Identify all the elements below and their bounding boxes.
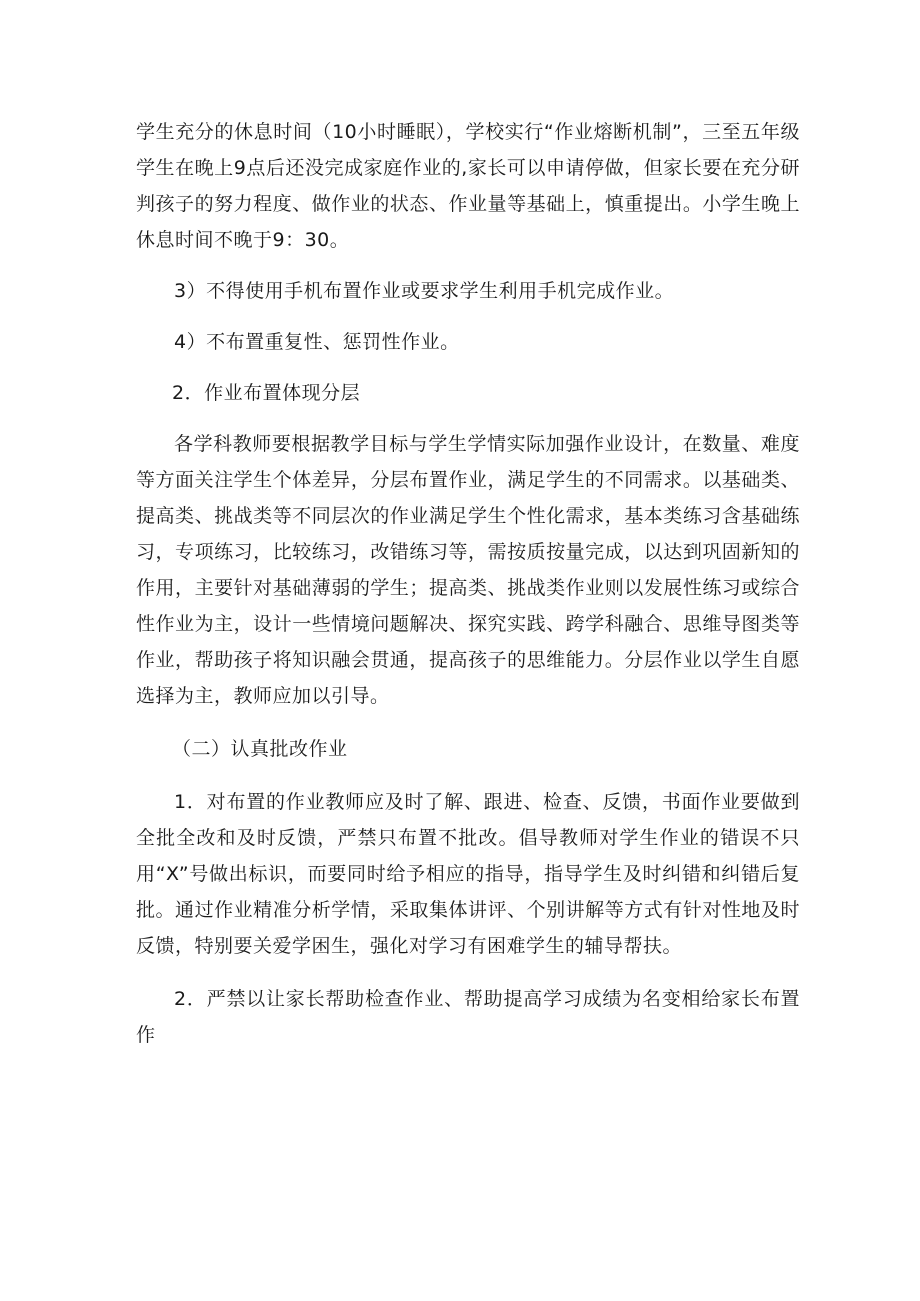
heading-layered-homework: 2．作业布置体现分层 (172, 382, 361, 404)
paragraph-no-phone: 3）不得使用手机布置作业或要求学生利用手机完成作业。 (174, 280, 675, 302)
paragraph-grading-1: 1．对布置的作业教师应及时了解、跟进、检查、反馈，书面作业要做到全批全改和及时反馈，严禁只布置不批改。倡导教师对学生作业的错误不只用“X”号做出标识，而要同时给予相应的指导，指导学生及时纠错和纠错后复批。通过作业精准分析学情，采取集体讲评、个别讲解等方式有针对性地及时反馈，特别要关爱学困生，强化对学习有困难学生的辅导帮扶。 (136, 791, 800, 957)
document-page (136, 114, 800, 1053)
paragraph-no-repetition: 4）不布置重复性、惩罚性作业。 (174, 331, 460, 353)
paragraph-rest-time: 学生充分的休息时间（10小时睡眠），学校实行“作业熔断机制”，三至五年级学生在晚上9点后还没完成家庭作业的,家长可以申请停做，但家长要在充分研判孩子的努力程度、做作业的状态、作业量等基础上，慎重提出。小学生晚上休息时间不晚于9：30。 (136, 121, 800, 251)
paragraph-layered-homework: 各学科教师要根据教学目标与学生学情实际加强作业设计，在数量、难度等方面关注学生个体差异，分层布置作业，满足学生的不同需求。以基础类、提高类、挑战类等不同层次的作业满足学生个性化需求，基本类练习含基础练习，专项练习，比较练习，改错练习等，需按质按量完成，以达到巩固新知的作用，主要针对基础薄弱的学生；提高类、挑战类作业则以发展性练习或综合性作业为主，设计一些情境问题解决、探究实践、跨学科融合、思维导图类等作业，帮助孩子将知识融会贯通，提高孩子的思维能力。分层作业以学生自愿选择为主，教师应加以引导。 (136, 433, 800, 707)
heading-grading: （二）认真批改作业 (172, 738, 348, 760)
paragraph-grading-2: 2．严禁以让家长帮助检查作业、帮助提高学习成绩为名变相给家长布置作 (136, 988, 800, 1046)
